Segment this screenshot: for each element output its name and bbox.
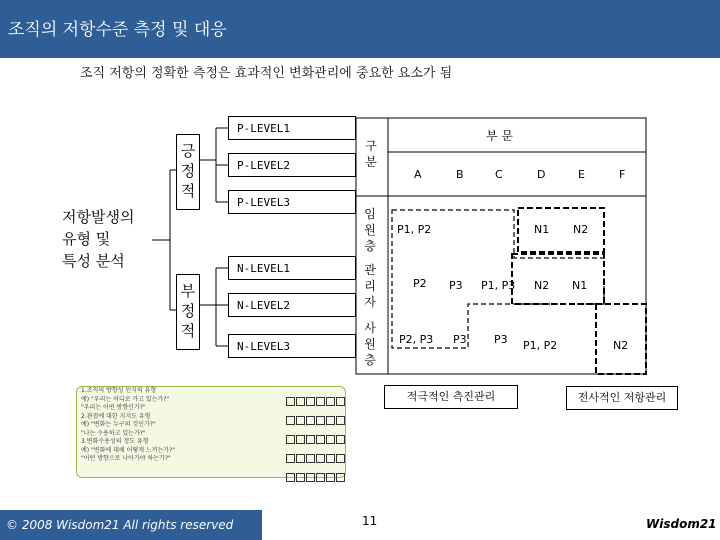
p-level-1: P-LEVEL1 [237,122,290,135]
note-line: 2.관점에 대한 지지도 유형 [81,412,151,420]
row-label-staff: 사원층 [364,321,376,367]
cell-staff-f: N2 [613,339,629,352]
action-right-box [566,386,678,410]
page-title: 조직의 저항수준 측정 및 대응 [8,20,227,40]
note-line: 3.변화수용성의 정도 유형 [81,438,149,445]
row-label-executive: 임원층 [364,207,376,253]
col-b: B [456,168,464,181]
n-level-1: N-LEVEL1 [237,262,290,275]
cell-staff-c: P3 [494,333,508,346]
col-c: C [495,168,503,181]
cell-exec-e: N2 [573,223,589,236]
left-label-line-1: 저항발생의 [62,208,135,226]
note-line: 예) "변화에 대해 어떻게 느끼는가?" [81,446,176,454]
col-e: E [578,168,585,181]
cell-mgr-a: P2 [413,277,427,290]
note-line: 예) "우리는 어디로 가고 있는가?" [81,395,170,403]
note-line: 1.조직의 방향성 인식의 유형 [81,387,157,394]
p-level-2: P-LEVEL2 [237,159,290,172]
col-a: A [414,168,422,181]
cell-mgr-b: P3 [449,279,463,292]
left-label-line-2: 유형 및 [62,230,111,248]
action-left-label: 적극적인 측진관리 [406,390,496,403]
dept-header: 부 문 [486,129,513,143]
n-level-2: N-LEVEL2 [237,299,290,312]
row-label-manager: 관리자 [364,263,376,309]
page-number: 11 [362,514,378,528]
placeholder-glyph-squares [286,392,360,487]
cell-mgr-c: P1, P3 [481,279,516,292]
footer-brand: Wisdom21 [646,517,717,531]
cell-staff-a: P2, P3 [399,333,434,346]
gubun-label [363,138,379,170]
col-d: D [537,168,546,181]
gubun-text: 구분 [365,139,377,169]
cell-exec-a: P1, P2 [397,223,432,236]
cell-exec-d: N1 [534,223,550,236]
footer-copyright: © 2008 Wisdom21 All rights reserved [0,510,262,540]
action-right-label: 전사적인 저항관리 [577,391,667,404]
cell-staff-b: P3 [453,333,467,346]
cell-mgr-e: N1 [572,279,588,292]
negative-label: 부정적 [180,282,196,340]
cell-staff-d: P1, P2 [523,339,558,352]
note-line: 예) "변화는 누구의 것인가?" [81,421,156,428]
cell-mgr-d: N2 [534,279,550,292]
action-left-box [384,385,518,409]
note-line: "어떤 방향으로 나아가야 하는가?" [81,455,171,462]
subtitle: 조직 저항의 정확한 측정은 효과적인 변화관리에 중요한 요소가 됨 [80,66,453,81]
n-level-3: N-LEVEL3 [237,340,290,353]
note-line: "우리는 어떤 방향인가?" [81,404,146,411]
left-label-line-3: 특성 분석 [62,252,125,270]
note-line: "나는 수용하고 있는가?" [81,429,146,437]
positive-label: 긍정적 [180,142,196,200]
p-level-3: P-LEVEL3 [237,196,290,209]
col-f: F [619,168,626,181]
